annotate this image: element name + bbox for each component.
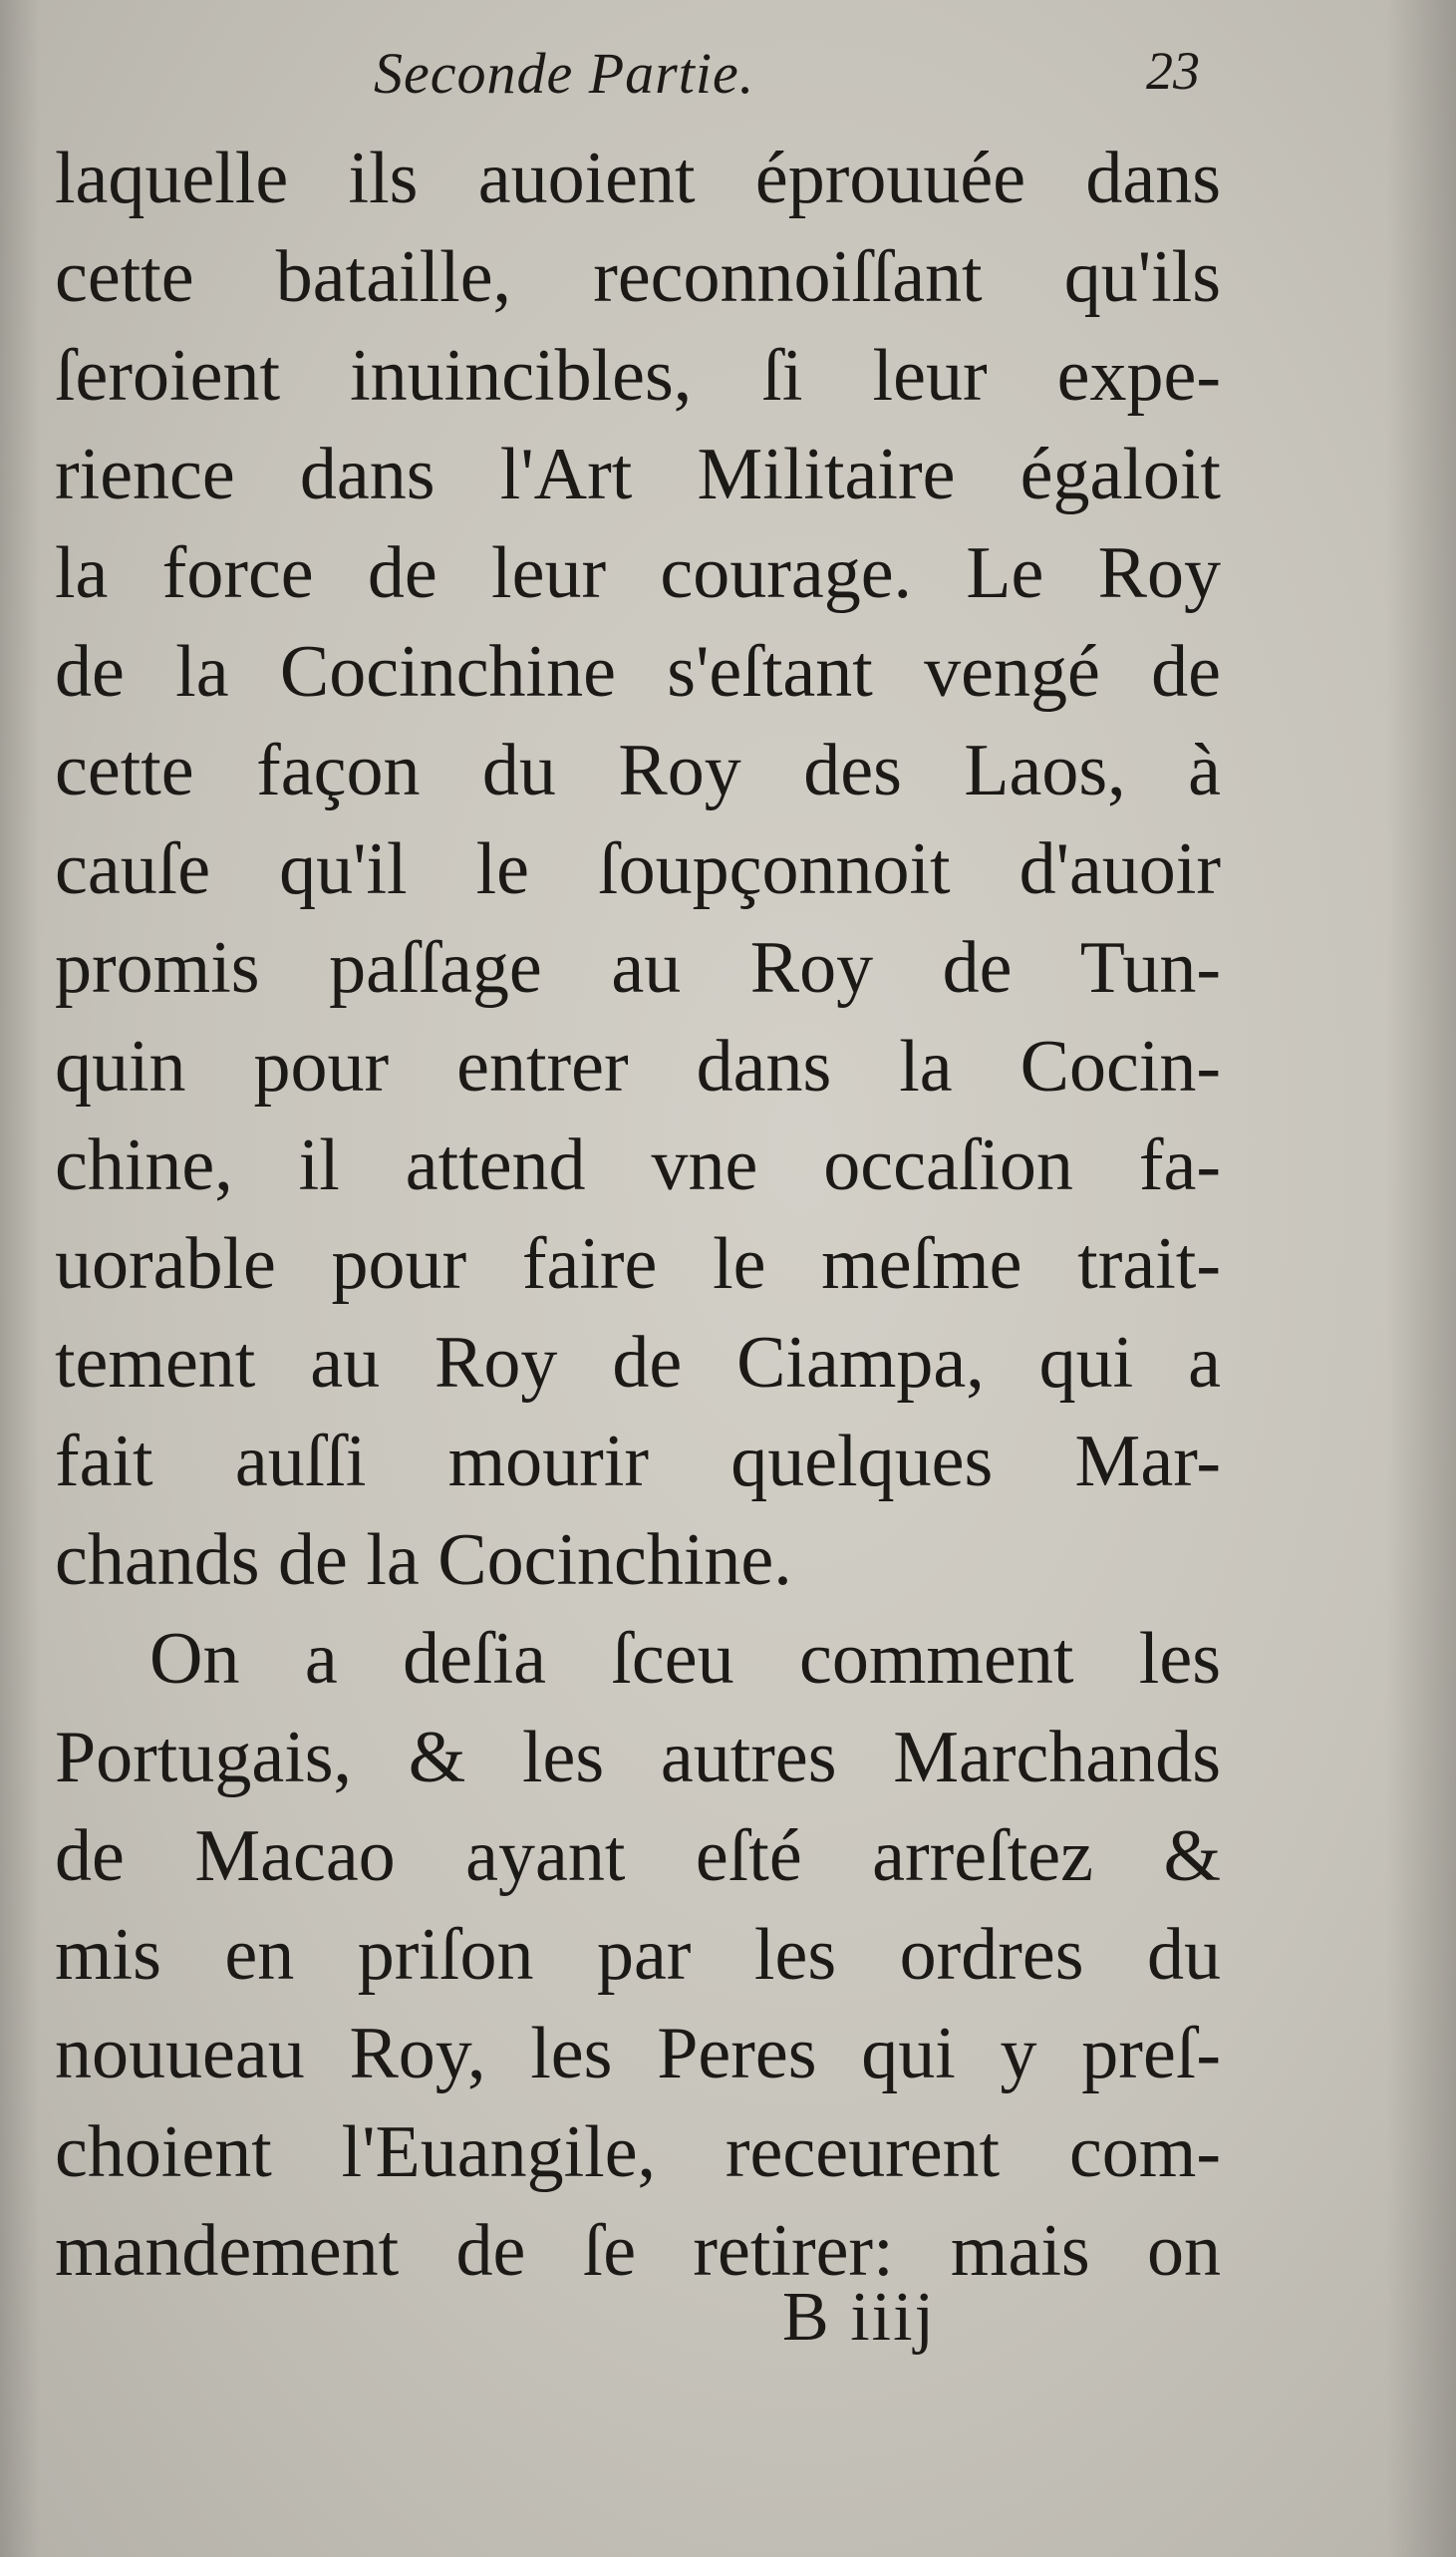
text-line: cette bataille, reconnoiſſant qu'ils (55, 236, 1221, 318)
text-line: laquelle ils auoient éprouuée dans (55, 138, 1221, 219)
text-line: promis paſſage au Roy de Tun- (55, 927, 1221, 1009)
paragraph-start-line: On a deſia ſceu comment les (149, 1618, 1221, 1700)
text-line: ſeroient inuincibles, ſi leur expe- (55, 335, 1221, 417)
gutter-shadow (0, 0, 40, 2557)
text-line: cauſe qu'il le ſoupçonnoit d'auoir (55, 828, 1221, 910)
text-line: mandement de ſe retirer: mais on (55, 2210, 1221, 2292)
running-head (0, 40, 1456, 120)
page-number: 23 (1146, 41, 1200, 101)
text-line: rience dans l'Art Militaire égaloit (55, 434, 1221, 515)
text-line: tement au Roy de Ciampa, qui a (55, 1322, 1221, 1404)
page-edge-shadow (1386, 0, 1456, 2557)
text-line: Portugais, & les autres Marchands (55, 1717, 1221, 1798)
body-text (55, 130, 1221, 2301)
text-line: choient l'Euangile, receurent com- (55, 2111, 1221, 2193)
text-line: quin pour entrer dans la Cocin- (55, 1026, 1221, 1108)
text-line: uorable pour faire le meſme trait- (55, 1223, 1221, 1305)
text-line: de Macao ayant eſté arreſtez & (55, 1815, 1221, 1897)
text-line: fait auſſi mourir quelques Mar- (55, 1421, 1221, 1502)
running-title: Seconde Partie. (374, 41, 755, 106)
text-line: chine, il attend vne occaſion fa- (55, 1124, 1221, 1206)
text-line: cette façon du Roy des Laos, à (55, 730, 1221, 811)
text-line: nouueau Roy, les Peres qui y preſ- (55, 2013, 1221, 2094)
text-line: mis en priſon par les ordres du (55, 1914, 1221, 1996)
text-line: de la Cocinchine s'eſtant vengé de (55, 631, 1221, 713)
paragraph-end-line: chands de la Cocinchine. (55, 1519, 792, 1601)
text-line: la force de leur courage. Le Roy (55, 532, 1221, 614)
signature-mark: B iiij (782, 2279, 936, 2356)
